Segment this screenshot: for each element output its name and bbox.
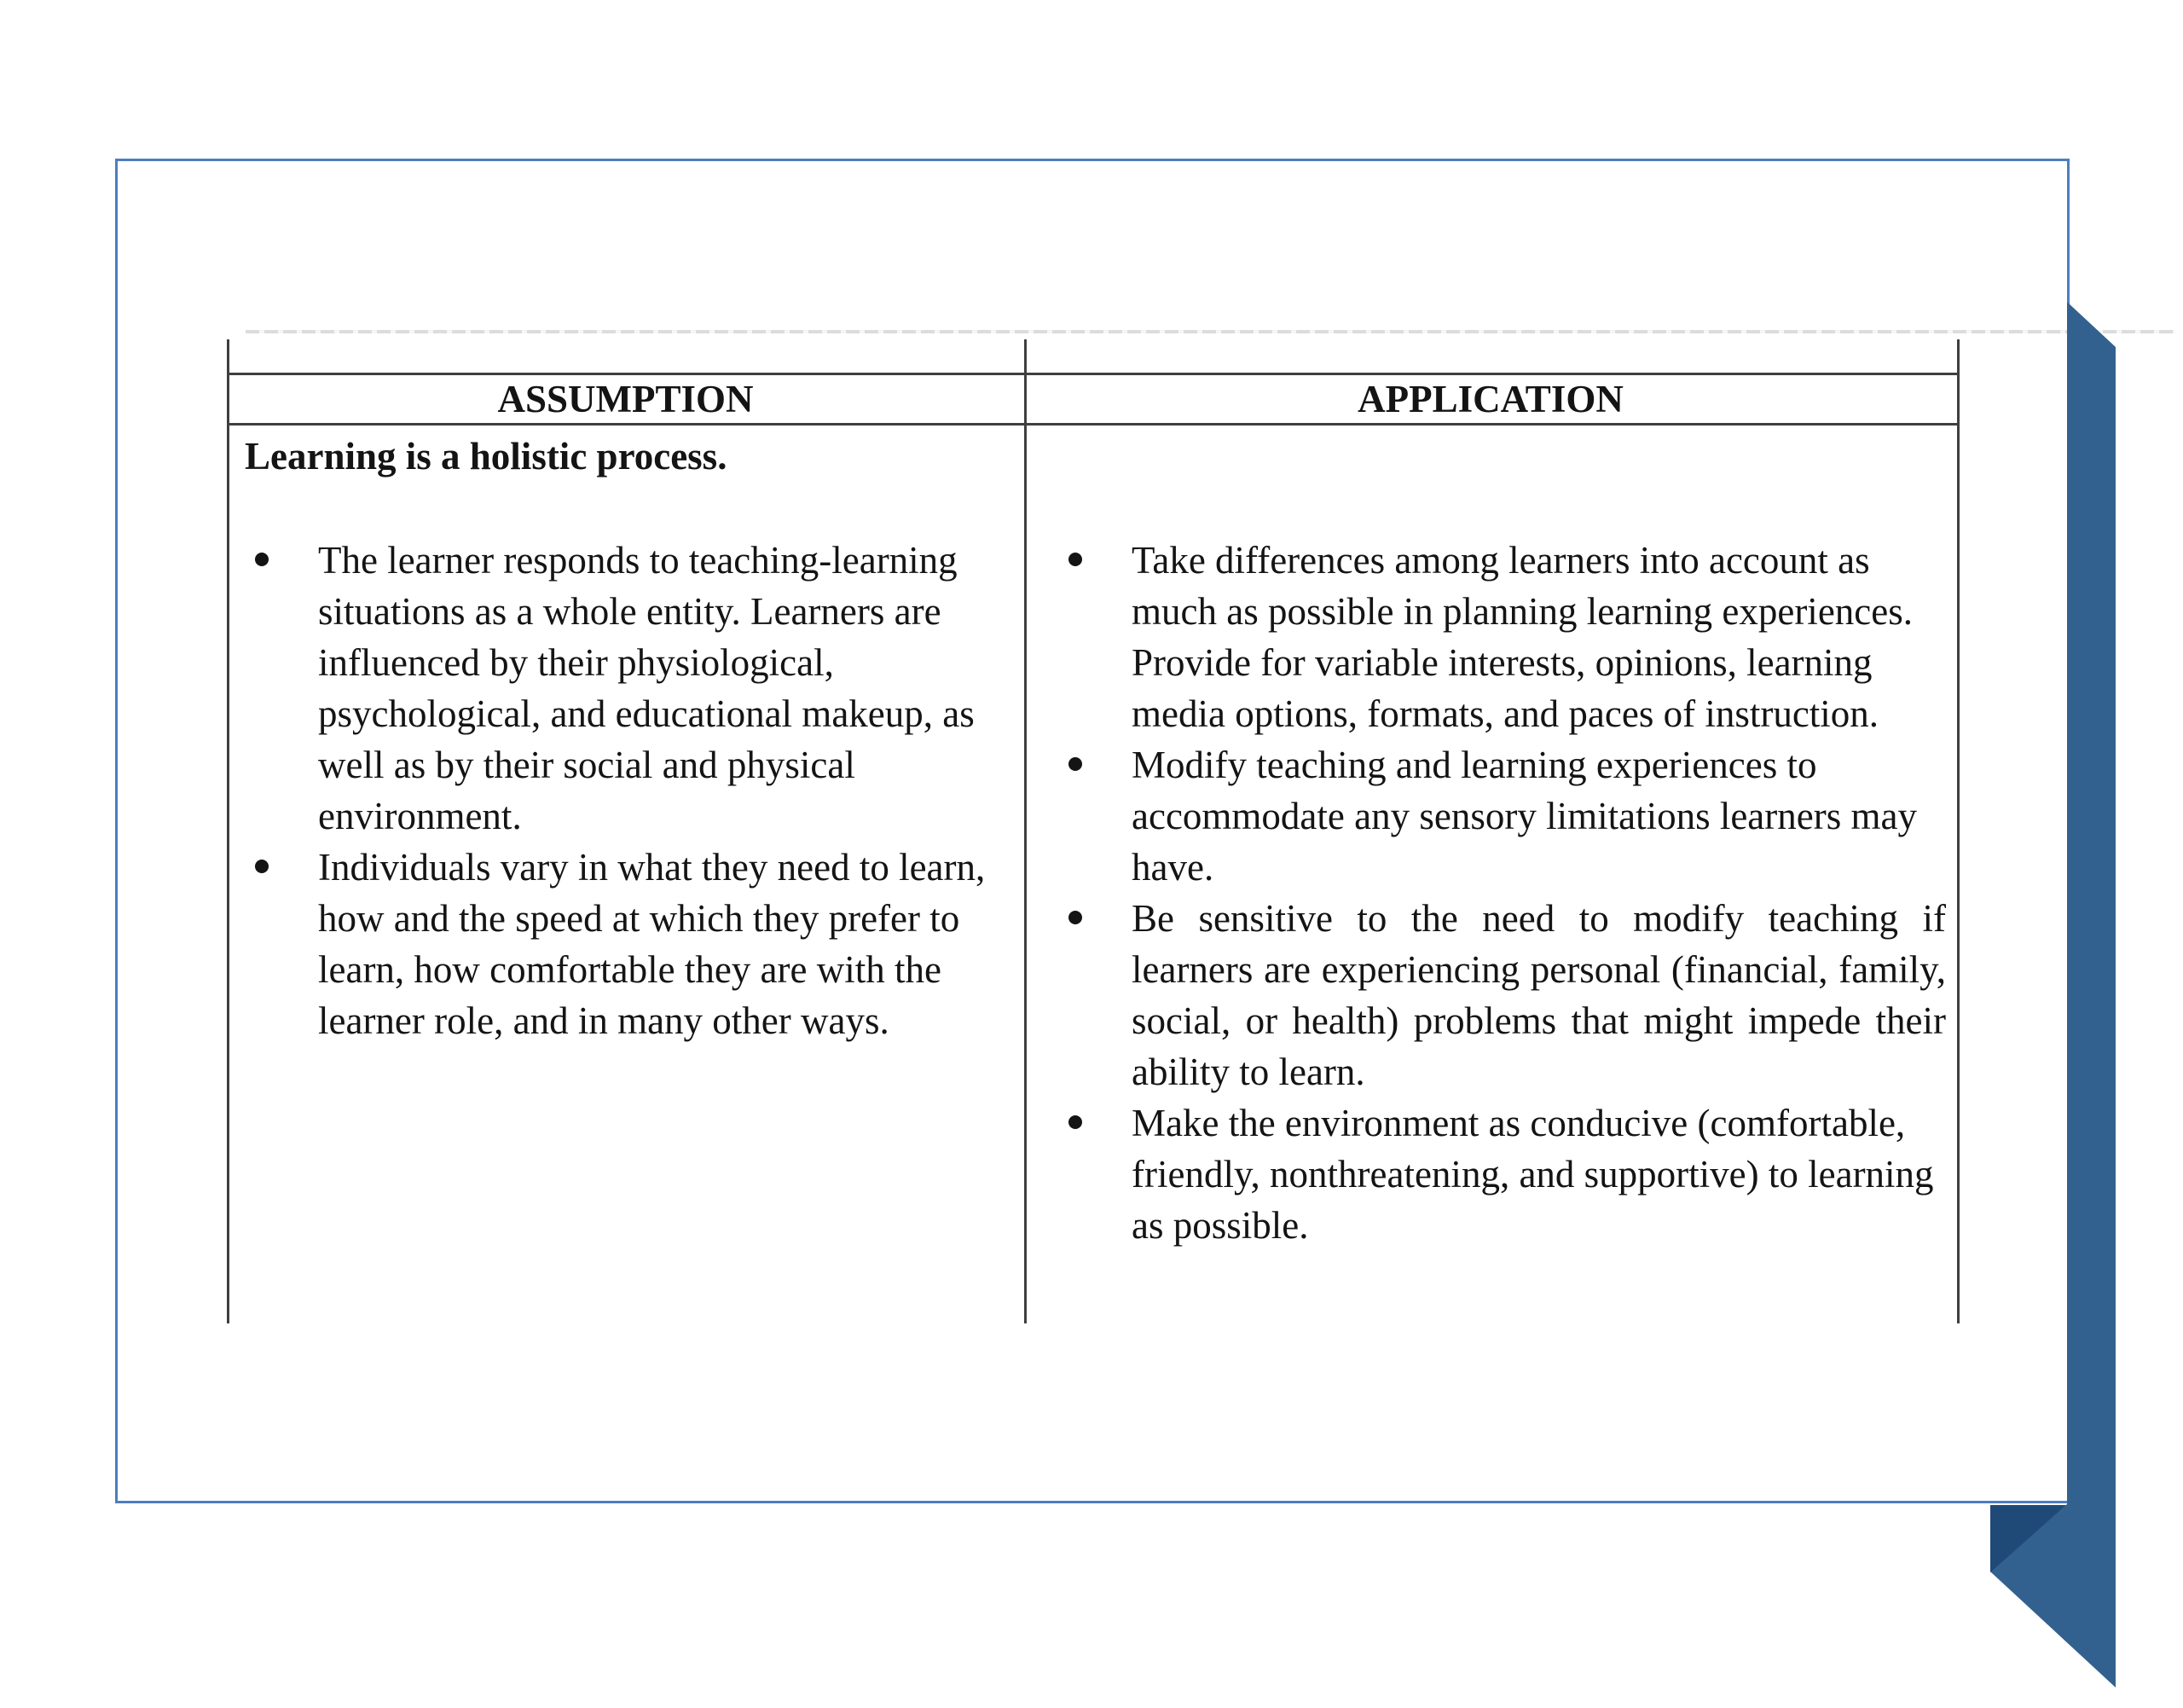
artifact-streak bbox=[246, 330, 2174, 333]
bullet-icon bbox=[1068, 553, 1082, 566]
bullet-text: Be sensitive to the need to modify teaching if learners are experiencing personal (financial, family, social, or health) problems that might impede their ability to learn. bbox=[1132, 897, 1946, 1093]
bullet-icon bbox=[1068, 1115, 1082, 1129]
list-item bbox=[1058, 739, 1946, 893]
bullet-text: Modify teaching and learning experiences to accommodate any sensory limitations learners may have. bbox=[1132, 744, 1917, 889]
table-border-right bbox=[1957, 339, 1960, 1323]
bullet-text: Make the environment as conducive (comfortable, friendly, nonthreatening, and supportive) to learning as possible. bbox=[1132, 1102, 1934, 1247]
list-item bbox=[245, 535, 1017, 842]
assumption-bullet-list bbox=[245, 535, 1017, 1046]
bullet-icon bbox=[255, 860, 269, 873]
column-header-assumption: ASSUMPTION bbox=[497, 378, 754, 420]
ribbon-fold bbox=[1990, 1505, 2066, 1572]
column-header-application: APPLICATION bbox=[1358, 378, 1624, 420]
bullet-text: Take differences among learners into account as much as possible in planning learning experiences. Provide for variable interests, opinions, learning media options, formats, and paces of instruction. bbox=[1132, 539, 1913, 735]
list-item bbox=[245, 842, 1017, 1046]
list-item bbox=[1058, 893, 1946, 1097]
list-item bbox=[1058, 1097, 1946, 1251]
bullet-text: The learner responds to teaching-learning situations as a whole entity. Learners are influenced by their physiological, psychological, and educational makeup, as well as by their social and physical environment. bbox=[318, 539, 975, 837]
bullet-icon bbox=[1068, 911, 1082, 924]
header-rule-bottom bbox=[227, 423, 1960, 426]
bullet-icon bbox=[255, 553, 269, 566]
bullet-text: Individuals vary in what they need to learn, how and the speed at which they prefer to learn, how comfortable they are with the learner role, and in many other ways. bbox=[318, 846, 986, 1042]
bullet-icon bbox=[1068, 757, 1082, 771]
list-item bbox=[1058, 535, 1946, 739]
application-bullet-list bbox=[1058, 535, 1946, 1251]
table-column-divider bbox=[1024, 339, 1027, 1323]
table-border-left bbox=[227, 339, 229, 1323]
assumption-heading: Learning is a holistic process. bbox=[245, 435, 727, 478]
